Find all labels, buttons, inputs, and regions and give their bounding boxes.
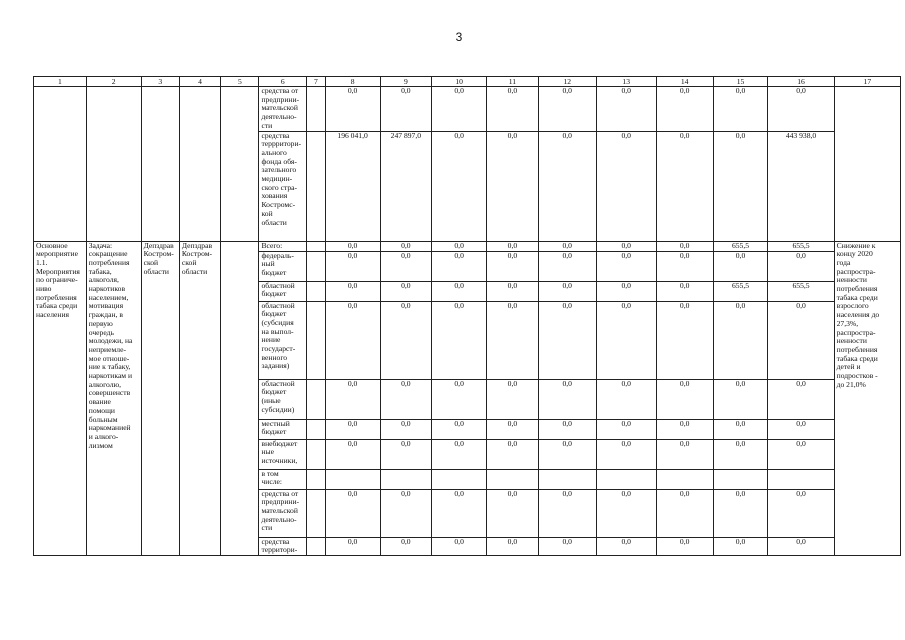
amount-cell: 0,0 (432, 301, 487, 379)
expected-result-cell: Снижение к концу 2020 года распростра- ненности потребления табака среди взрослого населения до 27,3%, распростра- ненности потребления табака среди детей и подростков - до 21,0% (834, 241, 900, 555)
table-row (34, 241, 901, 251)
column-7-cell (307, 131, 326, 241)
column-header: 4 (179, 77, 220, 87)
amount-cell: 0,0 (487, 301, 539, 379)
column-header: 9 (380, 77, 432, 87)
amount-cell: 0,0 (656, 537, 713, 555)
amount-cell: 0,0 (656, 439, 713, 469)
amount-cell (325, 469, 380, 489)
amount-cell: 655,5 (713, 241, 768, 251)
amount-cell: 655,5 (713, 281, 768, 301)
amount-cell: 0,0 (768, 489, 834, 537)
budget-table (33, 76, 901, 556)
amount-cell: 0,0 (380, 439, 432, 469)
funding-source-cell: средства террритори- ального фонда обя- зательного медицин- ского стра- хования Костромс- кой области (259, 131, 307, 241)
left-col-5-cell (221, 241, 259, 555)
amount-cell: 0,0 (656, 281, 713, 301)
amount-cell: 0,0 (325, 537, 380, 555)
amount-cell: 655,5 (768, 281, 834, 301)
amount-cell: 0,0 (713, 379, 768, 419)
funding-source-cell: местный бюджет (259, 419, 307, 439)
amount-cell (487, 469, 539, 489)
funding-source-cell: внебюджет ные источники, (259, 439, 307, 469)
amount-cell: 0,0 (596, 489, 656, 537)
amount-cell: 0,0 (325, 489, 380, 537)
column-header: 6 (259, 77, 307, 87)
amount-cell: 0,0 (713, 131, 768, 241)
amount-cell (656, 469, 713, 489)
column-7-cell (307, 241, 326, 251)
amount-cell: 0,0 (538, 537, 596, 555)
amount-cell: 0,0 (432, 489, 487, 537)
amount-cell: 0,0 (713, 87, 768, 132)
funding-source-cell: в том числе: (259, 469, 307, 489)
amount-cell: 0,0 (432, 251, 487, 281)
amount-cell: 0,0 (656, 301, 713, 379)
amount-cell: 0,0 (656, 131, 713, 241)
column-7-cell (307, 251, 326, 281)
left-col-2-cell (86, 87, 141, 242)
amount-cell: 0,0 (538, 379, 596, 419)
column-header: 17 (834, 77, 900, 87)
column-header: 3 (141, 77, 179, 87)
amount-cell: 0,0 (432, 439, 487, 469)
funding-source-cell: областной бюджет (субсидия на выпол- нение государст- венного задания) (259, 301, 307, 379)
amount-cell: 0,0 (538, 489, 596, 537)
amount-cell: 0,0 (487, 537, 539, 555)
amount-cell: 0,0 (325, 301, 380, 379)
amount-cell: 0,0 (656, 489, 713, 537)
amount-cell: 0,0 (380, 251, 432, 281)
column-header: 1 (34, 77, 87, 87)
amount-cell (713, 469, 768, 489)
amount-cell: 0,0 (596, 419, 656, 439)
column-header: 14 (656, 77, 713, 87)
amount-cell: 0,0 (487, 439, 539, 469)
amount-cell: 0,0 (596, 131, 656, 241)
column-header: 7 (307, 77, 326, 87)
funding-source-cell: средства от предприни- мательской деятельно- сти (259, 489, 307, 537)
funding-source-cell: областной бюджет (иные субсидии) (259, 379, 307, 419)
amount-cell: 0,0 (487, 251, 539, 281)
amount-cell: 0,0 (538, 439, 596, 469)
task-cell: Задача: сокращение потребления табака, алкоголя, наркотиков населением, мотивация граждан, в первую очередь молодежи, на неприемле- мое отноше- ние к табаку, наркотикам и алкоголю, совершенств ование помощи больным наркоманией и алкого- лизмом (86, 241, 141, 555)
amount-cell: 0,0 (487, 419, 539, 439)
amount-cell: 0,0 (325, 241, 380, 251)
amount-cell: 0,0 (487, 379, 539, 419)
column-7-cell (307, 489, 326, 537)
amount-cell: 0,0 (432, 241, 487, 251)
amount-cell: 0,0 (656, 419, 713, 439)
left-col-5-cell (221, 87, 259, 242)
page-number: 3 (455, 30, 463, 44)
amount-cell: 0,0 (432, 419, 487, 439)
amount-cell: 0,0 (656, 241, 713, 251)
amount-cell: 0,0 (538, 241, 596, 251)
amount-cell: 0,0 (487, 131, 539, 241)
column-header: 12 (538, 77, 596, 87)
column-7-cell (307, 439, 326, 469)
amount-cell: 0,0 (487, 241, 539, 251)
amount-cell: 0,0 (596, 251, 656, 281)
amount-cell: 0,0 (380, 379, 432, 419)
column-7-cell (307, 469, 326, 489)
amount-cell: 0,0 (596, 281, 656, 301)
amount-cell: 0,0 (538, 301, 596, 379)
amount-cell: 0,0 (538, 419, 596, 439)
amount-cell: 0,0 (380, 87, 432, 132)
column-7-cell (307, 537, 326, 555)
column-header: 11 (487, 77, 539, 87)
column-7-cell (307, 301, 326, 379)
amount-cell: 0,0 (538, 87, 596, 132)
column-7-cell (307, 87, 326, 132)
column-header: 15 (713, 77, 768, 87)
funding-source-cell: Всего: (259, 241, 307, 251)
amount-cell: 196 041,0 (325, 131, 380, 241)
amount-cell: 0,0 (538, 281, 596, 301)
amount-cell: 0,0 (487, 87, 539, 132)
amount-cell: 0,0 (432, 379, 487, 419)
funding-source-cell: средства территори- (259, 537, 307, 555)
amount-cell: 0,0 (596, 379, 656, 419)
funding-source-cell: областной бюджет (259, 281, 307, 301)
amount-cell: 0,0 (768, 251, 834, 281)
amount-cell: 0,0 (325, 379, 380, 419)
amount-cell: 0,0 (596, 537, 656, 555)
amount-cell: 0,0 (325, 419, 380, 439)
amount-cell: 0,0 (713, 301, 768, 379)
amount-cell: 0,0 (713, 251, 768, 281)
amount-cell (432, 469, 487, 489)
responsible-cell: Депздрав Костром- ской области (141, 241, 179, 555)
funding-source-cell: средства от предприни- мательской деятельно- сти (259, 87, 307, 132)
amount-cell: 0,0 (380, 489, 432, 537)
table-body (34, 87, 901, 556)
amount-cell: 0,0 (380, 281, 432, 301)
amount-cell: 0,0 (768, 379, 834, 419)
amount-cell: 0,0 (380, 537, 432, 555)
column-7-cell (307, 419, 326, 439)
amount-cell: 0,0 (713, 439, 768, 469)
column-7-cell (307, 281, 326, 301)
column-7-cell (307, 379, 326, 419)
amount-cell: 0,0 (380, 241, 432, 251)
amount-cell: 0,0 (380, 301, 432, 379)
left-col-3-cell (141, 87, 179, 242)
left-col-4-cell (179, 87, 220, 242)
amount-cell: 655,5 (768, 241, 834, 251)
amount-cell: 0,0 (380, 419, 432, 439)
amount-cell: 0,0 (325, 439, 380, 469)
column-header: 16 (768, 77, 834, 87)
measure-name-cell: Основное мероприятие 1.1. Мероприятия по ограниче- ниво потребления табака среди населения (34, 241, 87, 555)
amount-cell: 247 897,0 (380, 131, 432, 241)
amount-cell: 0,0 (596, 241, 656, 251)
amount-cell: 0,0 (325, 251, 380, 281)
amount-cell: 0,0 (432, 537, 487, 555)
amount-cell: 0,0 (432, 281, 487, 301)
amount-cell: 0,0 (538, 251, 596, 281)
amount-cell: 0,0 (325, 87, 380, 132)
amount-cell (768, 469, 834, 489)
funding-source-cell: федераль- ный бюджет (259, 251, 307, 281)
amount-cell: 0,0 (487, 281, 539, 301)
header-row (34, 77, 901, 87)
amount-cell: 0,0 (656, 87, 713, 132)
amount-cell: 0,0 (713, 419, 768, 439)
amount-cell: 0,0 (325, 281, 380, 301)
amount-cell: 0,0 (656, 251, 713, 281)
amount-cell: 0,0 (768, 301, 834, 379)
amount-cell: 0,0 (596, 87, 656, 132)
amount-cell (380, 469, 432, 489)
result-cell (834, 87, 900, 242)
column-header: 2 (86, 77, 141, 87)
amount-cell: 0,0 (487, 489, 539, 537)
amount-cell: 0,0 (432, 87, 487, 132)
amount-cell: 443 938,0 (768, 131, 834, 241)
column-header: 10 (432, 77, 487, 87)
amount-cell: 0,0 (768, 87, 834, 132)
amount-cell: 0,0 (432, 131, 487, 241)
amount-cell: 0,0 (596, 439, 656, 469)
amount-cell: 0,0 (768, 419, 834, 439)
amount-cell: 0,0 (596, 301, 656, 379)
amount-cell: 0,0 (768, 537, 834, 555)
coexecutor-cell: Депздрав Костром- ской области (179, 241, 220, 555)
table-row (34, 87, 901, 132)
amount-cell: 0,0 (656, 379, 713, 419)
amount-cell: 0,0 (768, 439, 834, 469)
column-header: 13 (596, 77, 656, 87)
column-header: 8 (325, 77, 380, 87)
amount-cell (596, 469, 656, 489)
column-header: 5 (221, 77, 259, 87)
amount-cell (538, 469, 596, 489)
amount-cell: 0,0 (538, 131, 596, 241)
amount-cell: 0,0 (713, 537, 768, 555)
amount-cell: 0,0 (713, 489, 768, 537)
left-col-1-cell (34, 87, 87, 242)
